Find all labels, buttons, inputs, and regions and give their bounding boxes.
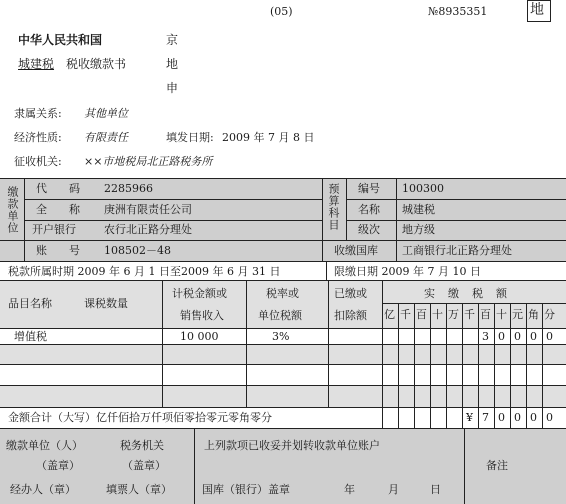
digit-header: 百	[416, 308, 427, 321]
row-digit	[400, 330, 411, 344]
row-digit	[384, 330, 395, 344]
digit-header: 元	[512, 308, 523, 321]
col-base-header-1: 计税金额或	[172, 287, 227, 300]
budget-level-label: 级次	[358, 223, 380, 236]
digit-header: 十	[432, 308, 443, 321]
total-digit	[448, 411, 459, 425]
payer-name-value: 庚洲有限责任公司	[104, 203, 192, 216]
total-digit	[416, 411, 427, 425]
digit-header: 分	[544, 308, 555, 321]
treasury-seal-label: 国库（银行）盖章	[202, 483, 290, 496]
vertical-char-2: 地	[166, 57, 179, 71]
date-month: 月	[388, 483, 399, 496]
row-digit	[416, 330, 427, 344]
row-item: 增值税	[14, 330, 47, 343]
payer-code-value: 2285966	[104, 182, 153, 195]
date-year: 年	[344, 483, 355, 496]
digit-header: 十	[496, 308, 507, 321]
budget-name-value: 城建税	[402, 203, 435, 216]
country-name: 中华人民共和国	[18, 33, 103, 47]
issue-date-label: 填发日期:	[166, 131, 214, 144]
digit-header: 万	[448, 308, 459, 321]
row-digit: 0	[530, 330, 537, 343]
digit-header: 千	[400, 308, 411, 321]
row-digit: 0	[498, 330, 505, 343]
total-digit: 0	[530, 411, 537, 424]
total-digit: 0	[514, 411, 521, 424]
budget-side-label: 预算科目	[327, 183, 340, 231]
payer-bank-label: 开户银行	[32, 223, 76, 236]
treasury-value: 工商银行北正路分理处	[402, 244, 512, 257]
digit-header: 亿	[384, 308, 395, 321]
tax-seal-label: （盖章）	[122, 459, 166, 472]
filler-label: 填票人（章）	[106, 483, 172, 496]
total-digit: 0	[546, 411, 553, 424]
handler-label: 经办人（章）	[10, 483, 76, 496]
col-base-header-2: 销售收入	[180, 309, 224, 322]
budget-level-value: 地方级	[402, 223, 435, 236]
payer-account-label: 账 号	[36, 244, 80, 257]
budget-name-label: 名称	[358, 203, 380, 216]
vertical-char-1: 京	[166, 33, 179, 47]
payer-code-label: 代 码	[36, 182, 80, 195]
affiliation-value: 其他单位	[84, 107, 128, 120]
row-base: 10 000	[180, 330, 219, 343]
tax-name: 城建税	[18, 57, 55, 71]
payment-deadline: 限缴日期 2009 年 7 月 10 日	[334, 265, 481, 278]
total-digit	[432, 411, 443, 425]
row-digit	[432, 330, 443, 344]
col-item-header: 品目名称	[8, 297, 52, 310]
digit-header: 角	[528, 308, 539, 321]
issue-date-value: 2009 年 7 月 8 日	[222, 131, 315, 144]
total-digit: 0	[498, 411, 505, 424]
total-label: 金额合计（大写）亿仟佰拾万仟项佰零拾零元零角零分	[8, 411, 272, 424]
digit-header: 百	[480, 308, 491, 321]
col-paid-header-1: 已缴或	[334, 287, 367, 300]
stub-label: 地	[530, 2, 544, 18]
row-digit: 0	[514, 330, 521, 343]
total-digit	[400, 411, 411, 425]
digit-header: 千	[464, 308, 475, 321]
row-rate: 3%	[272, 330, 290, 343]
vertical-char-3: 申	[166, 81, 179, 95]
row-digit	[448, 330, 459, 344]
budget-number-value: 100300	[402, 182, 444, 195]
economy-label: 经济性质:	[14, 131, 62, 144]
total-digit: 7	[482, 411, 489, 424]
payer-name-label: 全 称	[36, 203, 80, 216]
col-quantity-header: 课税数量	[84, 297, 128, 310]
empty-row-shade-2	[0, 385, 566, 407]
col-paid-header-2: 扣除额	[334, 309, 367, 322]
tax-office-label: 税务机关	[120, 439, 164, 452]
authority-label: 征收机关:	[14, 155, 62, 168]
col-actual-header: 实 缴 税 额	[424, 287, 508, 300]
authority-value: ××市地税局北正路税务所	[84, 155, 213, 168]
row-digit: 0	[546, 330, 553, 343]
payer-side-label: 缴款单位	[6, 186, 19, 234]
treasury-label: 收缴国库	[334, 244, 378, 257]
transfer-text: 上列款项已收妥并划转收款单位账户	[204, 439, 380, 452]
date-day: 日	[430, 483, 441, 496]
row-digit: 3	[482, 330, 489, 343]
payer-unit-label: 缴款单位（人）	[6, 439, 83, 452]
tax-period: 税款所属时期 2009 年 6 月 1 日至2009 年 6 月 31 日	[8, 265, 281, 278]
budget-number-label: 编号	[358, 182, 380, 195]
economy-value: 有限责任	[84, 131, 128, 144]
row-digit	[464, 330, 475, 344]
empty-row-shade-1	[0, 344, 566, 364]
serial-number: №8935351	[428, 5, 488, 18]
col-rate-header-1: 税率或	[266, 287, 299, 300]
col-rate-header-2: 单位税额	[258, 309, 302, 322]
remarks-label: 备注	[486, 459, 508, 472]
form-title: 税收缴款书	[66, 57, 127, 71]
total-digit	[384, 411, 395, 425]
affiliation-label: 隶属关系:	[14, 107, 62, 120]
serial-prefix: (05)	[270, 5, 293, 18]
total-digit: ¥	[466, 411, 473, 424]
payer-seal-label: （盖章）	[36, 459, 80, 472]
payer-account-value: 108502－48	[104, 244, 171, 257]
payer-bank-value: 农行北正路分理处	[104, 223, 192, 236]
